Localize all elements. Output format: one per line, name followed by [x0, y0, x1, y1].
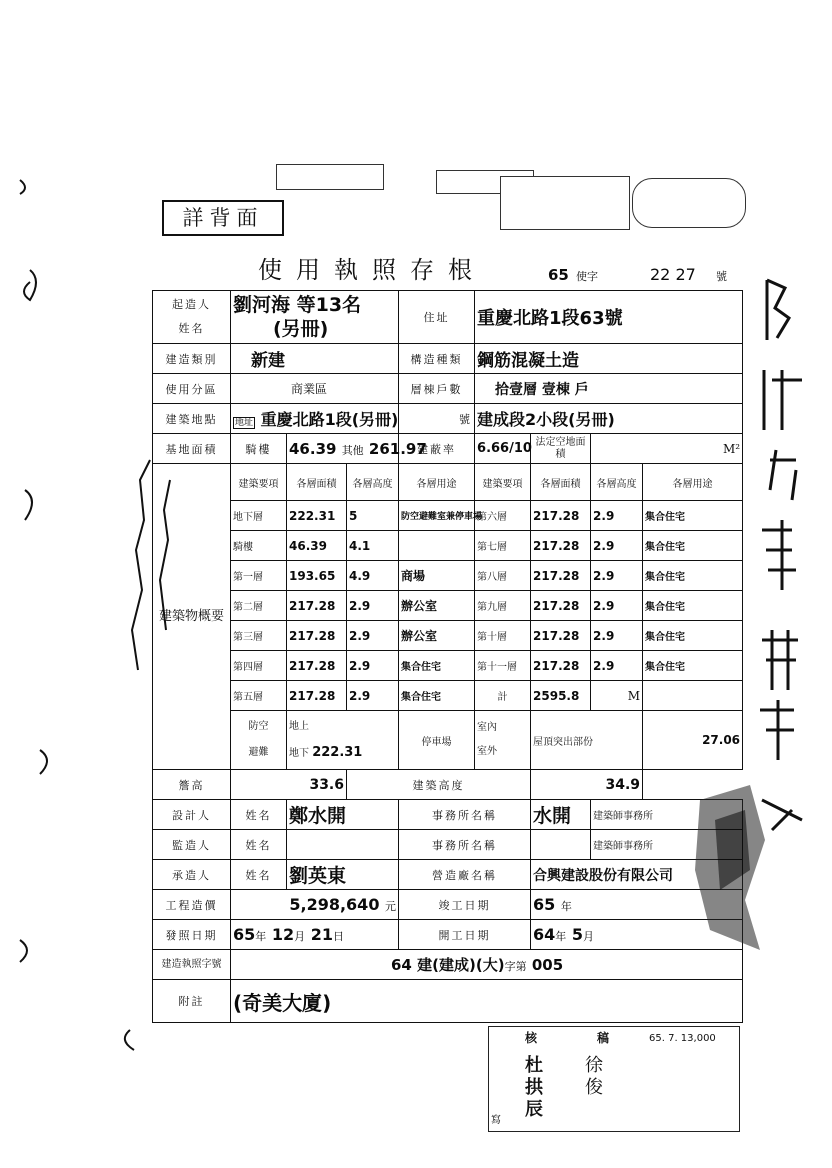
- floor2-height: 2.9: [347, 591, 399, 621]
- applicant-name-note: (另冊): [273, 318, 329, 340]
- building-height-value: 34.9: [531, 770, 643, 800]
- below-ground-area: 222.31: [312, 744, 363, 760]
- floor7-label: 第七層: [475, 531, 531, 561]
- floor9-label: 第九層: [475, 591, 531, 621]
- site-location-row: [153, 404, 743, 434]
- floor1-area: 193.65: [287, 561, 347, 591]
- applicant-label-bottom: 姓名: [178, 322, 205, 335]
- site-location-label: 建築地點: [153, 404, 231, 434]
- contractor-name: 劉英東: [287, 860, 399, 890]
- col-use-left: 各層用途: [399, 464, 475, 501]
- roof-projection-area: 27.06: [643, 711, 743, 770]
- outdoor-label: 室外: [477, 746, 498, 757]
- legal-open-space-label: 法定空地面積: [531, 434, 591, 464]
- applicant-label: [153, 291, 231, 344]
- designer-office: 水開: [531, 800, 591, 830]
- approval-bottom-label: 寫: [491, 1115, 501, 1126]
- permit-section: 大: [482, 956, 498, 974]
- cost-label: 工程造價: [153, 890, 231, 920]
- designer-row: [153, 800, 743, 830]
- permit-number-suffix: 號: [716, 270, 727, 283]
- floor10-use: 集合住宅: [643, 621, 743, 651]
- floor7-height: 2.9: [591, 531, 643, 561]
- right-margin-scribbles: [752, 270, 832, 970]
- permit-number-char: 使字: [576, 270, 598, 283]
- floor5-height: 2.9: [347, 681, 399, 711]
- applicant-label-top: 起造人: [172, 298, 211, 311]
- col-item-right: 建築要項: [475, 464, 531, 501]
- above-ground-label: 地上: [289, 720, 309, 732]
- building-height-label: 建築高度: [347, 770, 531, 800]
- parking-values: [475, 711, 531, 770]
- cost-cell: [231, 890, 399, 920]
- col-area-right: 各層面積: [531, 464, 591, 501]
- col-item-left: 建築要項: [231, 464, 287, 501]
- floor4-height: 2.9: [347, 651, 399, 681]
- cost-unit: 元: [385, 900, 397, 913]
- floor-row-5: [153, 681, 743, 711]
- col-height-left: 各層高度: [347, 464, 399, 501]
- supervisor-name: [287, 830, 399, 860]
- supervisor-office-label: 事務所名稱: [399, 830, 531, 860]
- permit-year: 64: [391, 956, 412, 974]
- permit-no-value: 64 建(建成)(大)字第 005: [231, 950, 743, 980]
- permit-number: 005: [531, 956, 564, 974]
- designer-label: 設計人: [153, 800, 231, 830]
- issue-day: 21: [310, 925, 333, 944]
- parking-label: 停車場: [399, 711, 475, 770]
- floor8-use: 集合住宅: [643, 561, 743, 591]
- coverage-numerator: 6.66: [477, 441, 510, 456]
- contractor-company: 合興建設股份有限公司: [531, 860, 743, 890]
- floor5-area: 217.28: [287, 681, 347, 711]
- floor10-area: 217.28: [531, 621, 591, 651]
- below-ground-label: 地下: [289, 747, 309, 759]
- total-label: 計: [475, 681, 531, 711]
- roof-projection-label: 屋頂突出部份: [531, 711, 643, 770]
- floor11-use: 集合住宅: [643, 651, 743, 681]
- issue-date-row: [153, 920, 743, 950]
- site-area-row: [153, 434, 743, 464]
- permit-no-row: [153, 950, 743, 980]
- issue-month: 12: [271, 925, 295, 944]
- address-label: 住址: [399, 291, 475, 344]
- floor6-use: 集合住宅: [643, 501, 743, 531]
- floor3-height: 2.9: [347, 621, 399, 651]
- approval-label-1: 核: [525, 1031, 538, 1045]
- remarks-row: [153, 980, 743, 1023]
- floor10-height: 2.9: [591, 621, 643, 651]
- floors-units-value: 拾壹層 壹棟 戶: [475, 374, 743, 404]
- stamp-top-left: [276, 164, 384, 190]
- site-area-label: 基地面積: [153, 434, 231, 464]
- coverage-denominator: 10: [513, 441, 532, 456]
- permit-no-label: 建造執照字號: [153, 950, 231, 980]
- start-year: 64: [533, 925, 556, 944]
- floor9-height: 2.9: [591, 591, 643, 621]
- col-use-right: 各層用途: [643, 464, 743, 501]
- issue-day-unit: 日: [332, 930, 344, 943]
- permit-number-prefix: 65: [548, 266, 569, 284]
- floor9-area: 217.28: [531, 591, 591, 621]
- floor2-area: 217.28: [287, 591, 347, 621]
- floor11-label: 第十一層: [475, 651, 531, 681]
- floor7-use: 集合住宅: [643, 531, 743, 561]
- cost-value: 5,298,640: [289, 895, 380, 914]
- shelter-row: [153, 711, 743, 770]
- floor4-area: 217.28: [287, 651, 347, 681]
- total-height-unit: M: [591, 681, 643, 711]
- other-label: 其他: [341, 443, 364, 457]
- designer-name-label: 姓名: [231, 800, 287, 830]
- completion-date-label: 竣工日期: [399, 890, 531, 920]
- floor11-area: 217.28: [531, 651, 591, 681]
- legal-open-space-unit: M²: [591, 434, 743, 464]
- start-date-label: 開工日期: [399, 920, 531, 950]
- eave-height-value: 33.6: [231, 770, 347, 800]
- shelter-label-2: 避難: [248, 747, 269, 758]
- floor3-use: 辦公室: [399, 621, 475, 651]
- remarks-value: (奇美大廈): [231, 980, 743, 1023]
- floor5-use: 集合住宅: [399, 681, 475, 711]
- floor8-area: 217.28: [531, 561, 591, 591]
- col-area-left: 各層面積: [287, 464, 347, 501]
- indoor-label: 室內: [477, 722, 498, 733]
- stamp-round: [632, 178, 746, 228]
- shelter-values: [287, 711, 399, 770]
- contractor-name-label: 姓名: [231, 860, 287, 890]
- col-height-right: 各層高度: [591, 464, 643, 501]
- arcade-floor-area: 46.39: [287, 531, 347, 561]
- completion-year: 65: [533, 895, 556, 914]
- issue-month-unit: 月: [294, 930, 306, 943]
- applicant-name-cell: [231, 291, 399, 344]
- floor1-label: 第一層: [231, 561, 287, 591]
- height-row: [153, 770, 743, 800]
- issue-date: [231, 920, 399, 950]
- building-type-row: [153, 344, 743, 374]
- supervisor-row: [153, 830, 743, 860]
- total-area: 2595.8: [531, 681, 591, 711]
- contractor-row: [153, 860, 743, 890]
- floor2-use: 辦公室: [399, 591, 475, 621]
- floor11-height: 2.9: [591, 651, 643, 681]
- issue-year-unit: 年: [255, 930, 267, 943]
- arcade-label: 騎樓: [231, 434, 287, 464]
- zoning-value: 商業區: [231, 374, 399, 404]
- basement-height: 5: [347, 501, 399, 531]
- site-location-note: 地址: [235, 418, 254, 428]
- structure-type-value: 鋼筋混凝土造: [475, 344, 743, 374]
- basement-area: 222.31: [287, 501, 347, 531]
- start-month: 5: [571, 925, 584, 944]
- floor7-area: 217.28: [531, 531, 591, 561]
- applicant-row: [153, 291, 743, 344]
- issue-year: 65: [233, 925, 256, 944]
- supervisor-name-label: 姓名: [231, 830, 287, 860]
- permit-char: 字第: [504, 960, 527, 973]
- shelter-label: [231, 711, 287, 770]
- shelter-label-1: 防空: [248, 721, 269, 732]
- basement-use: 防空避難室兼停車場: [399, 501, 475, 531]
- arcade-floor-use: [399, 531, 475, 561]
- zoning-row: [153, 374, 743, 404]
- permit-form-table: [152, 290, 743, 1023]
- arcade-floor-label: 騎樓: [231, 531, 287, 561]
- print-code: 65. 7. 13,000: [649, 1033, 716, 1044]
- floor8-height: 2.9: [591, 561, 643, 591]
- zoning-label: 使用分區: [153, 374, 231, 404]
- house-number-label: 號: [399, 404, 475, 434]
- start-month-unit: 月: [583, 930, 595, 943]
- approval-label-2: 稿: [597, 1031, 610, 1045]
- arcade-floor-height: 4.1: [347, 531, 399, 561]
- floor-row-arcade: [153, 531, 743, 561]
- arcade-area: 46.39: [289, 439, 337, 458]
- issue-date-label: 發照日期: [153, 920, 231, 950]
- applicant-name: 劉河海 等13名: [233, 294, 362, 316]
- coverage-value: 6.66/10: [475, 434, 531, 464]
- approval-stamp-block: [488, 1026, 740, 1132]
- eave-height-label: 簷高: [153, 770, 231, 800]
- site-address-value: 建成段2小段(另冊): [475, 404, 743, 434]
- applicant-address: 重慶北路1段63號: [475, 291, 743, 344]
- designer-name: 鄭水開: [287, 800, 399, 830]
- floor4-use: 集合住宅: [399, 651, 475, 681]
- coverage-label: 建蔽率: [399, 434, 475, 464]
- floor-row-3: [153, 621, 743, 651]
- permit-district: 建成: [438, 956, 469, 974]
- building-outline-label: 建築物概要: [153, 464, 231, 770]
- floor4-label: 第四層: [231, 651, 287, 681]
- supervisor-label: 監造人: [153, 830, 231, 860]
- floor6-area: 217.28: [531, 501, 591, 531]
- floor-row-4: [153, 651, 743, 681]
- total-use: [643, 681, 743, 711]
- stamp-top-right: [500, 176, 630, 230]
- building-type-value: 新建: [231, 344, 399, 374]
- floor-row-1: [153, 561, 743, 591]
- arcade-area-cell: [287, 434, 427, 464]
- floor5-label: 第五層: [231, 681, 287, 711]
- floor1-use: 商場: [399, 561, 475, 591]
- floors-units-label: 層棟戶數: [399, 374, 475, 404]
- approval-name-2: 徐俊: [585, 1055, 603, 1098]
- floor2-label: 第二層: [231, 591, 287, 621]
- permit-number-value: 22 27: [650, 265, 696, 284]
- site-location-text: 重慶北路1段(另冊): [260, 410, 399, 429]
- basement-label: 地下層: [231, 501, 287, 531]
- contractor-company-label: 營造廠名稱: [399, 860, 531, 890]
- designer-office-label: 事務所名稱: [399, 800, 531, 830]
- site-location-value: [231, 404, 399, 434]
- supervisor-office: [531, 830, 591, 860]
- floor9-use: 集合住宅: [643, 591, 743, 621]
- floor10-label: 第十層: [475, 621, 531, 651]
- designer-office-suffix: 建築師事務所: [591, 800, 743, 830]
- contractor-label: 承造人: [153, 860, 231, 890]
- floor-row-2: [153, 591, 743, 621]
- detail-back-tab: 詳背面: [162, 200, 284, 236]
- floor1-height: 4.9: [347, 561, 399, 591]
- completion-year-unit: 年: [560, 900, 572, 913]
- floor8-label: 第八層: [475, 561, 531, 591]
- floor3-area: 217.28: [287, 621, 347, 651]
- floor6-height: 2.9: [591, 501, 643, 531]
- structure-type-label: 構造種類: [399, 344, 475, 374]
- supervisor-office-suffix: 建築師事務所: [591, 830, 743, 860]
- remarks-label: 附註: [153, 980, 231, 1023]
- start-year-unit: 年: [555, 930, 567, 943]
- other-area: 261.97: [368, 439, 427, 458]
- floor-row-basement: [153, 501, 743, 531]
- floor3-label: 第三層: [231, 621, 287, 651]
- left-margin-scribbles: [0, 160, 150, 1110]
- page-title: 使用執照存根: [258, 256, 486, 284]
- cost-row: [153, 890, 743, 920]
- approval-name-1: 杜拱辰: [525, 1055, 543, 1120]
- permit-prefix: 建: [417, 956, 433, 974]
- building-type-label: 建造類別: [153, 344, 231, 374]
- floor6-label: 第六層: [475, 501, 531, 531]
- column-header-row: [153, 464, 743, 501]
